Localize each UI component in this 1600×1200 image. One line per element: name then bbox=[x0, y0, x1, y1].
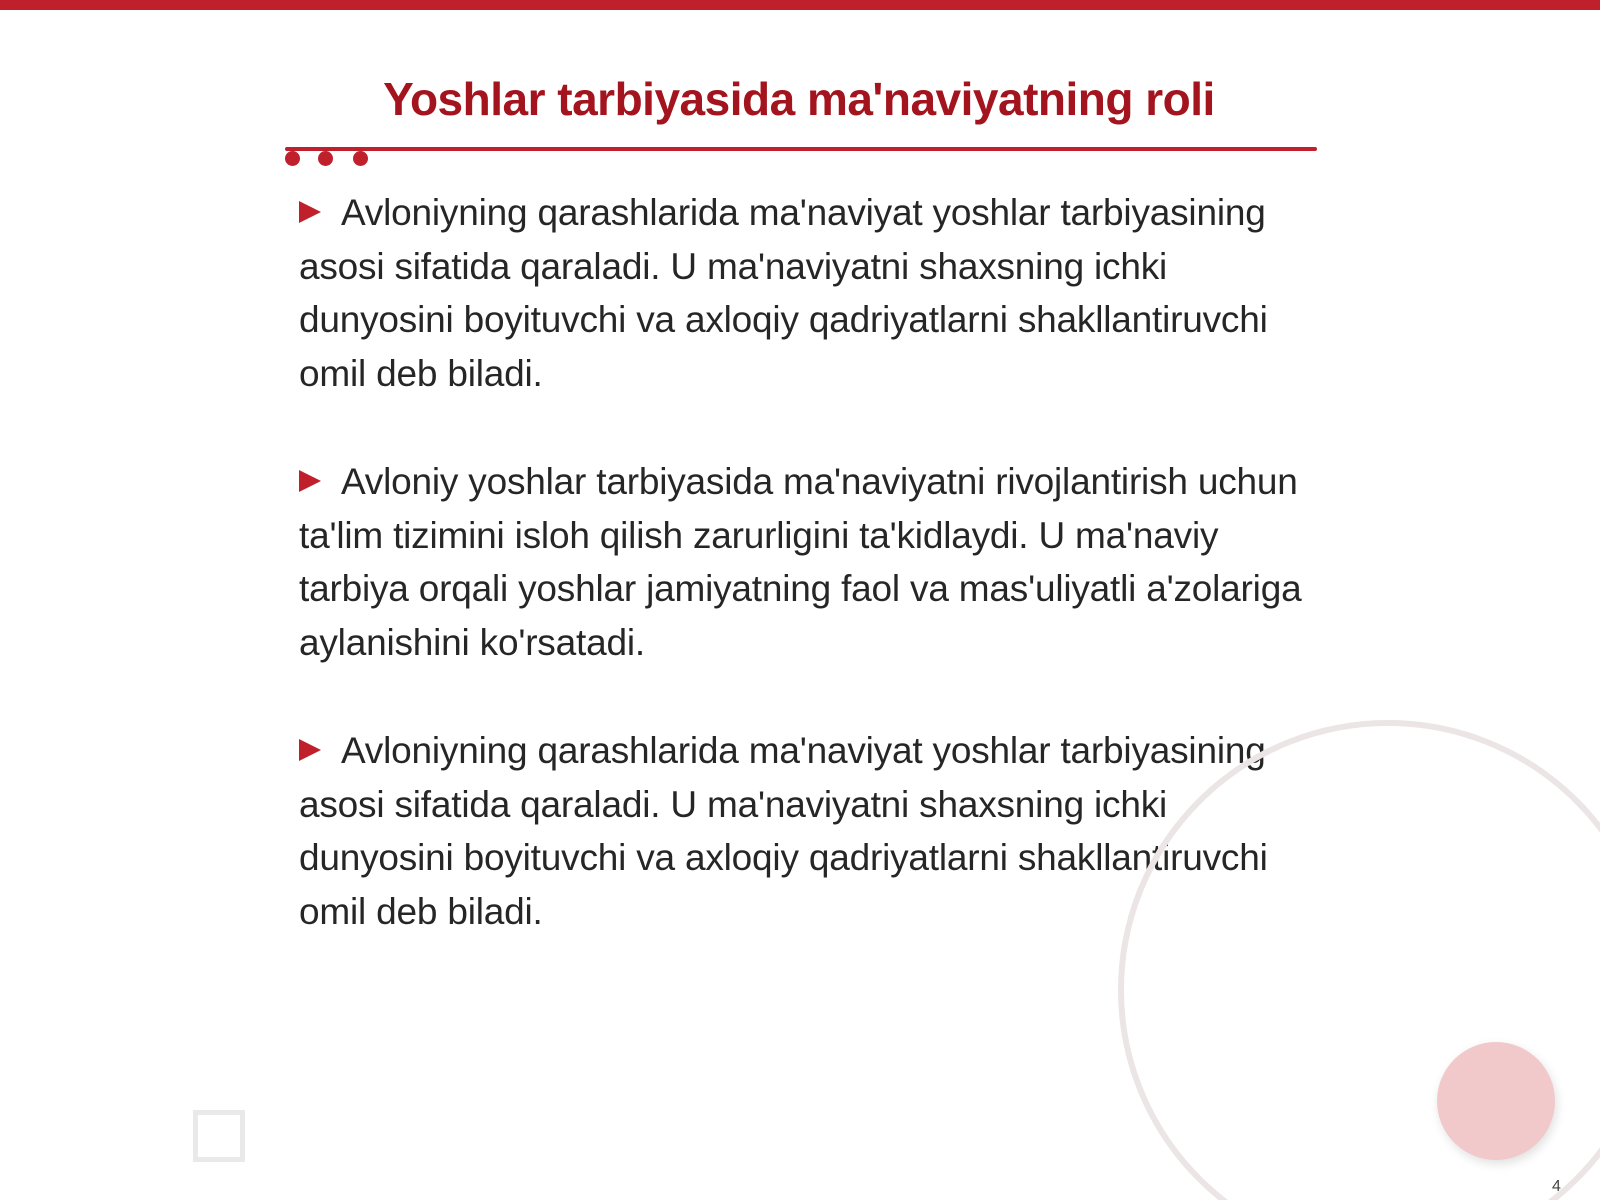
decorative-dot bbox=[353, 151, 368, 166]
bullet-text: Avloniyning qarashlarida ma'naviyat yoshlar tarbiyasining asosi sifatida qaraladi. U ma'naviyatni shaxsning ichki dunyosini boyituvchi va axloqiy qadriyatlarni shakllantiruvchi omil deb biladi. bbox=[299, 730, 1268, 932]
slide-number: 4 bbox=[1552, 1178, 1561, 1195]
top-accent-bar bbox=[0, 0, 1600, 10]
decorative-square bbox=[193, 1110, 245, 1162]
bullet-arrow-icon bbox=[299, 470, 321, 492]
decorative-pink-circle bbox=[1437, 1042, 1555, 1160]
slide-title: Yoshlar tarbiyasida ma'naviyatning roli bbox=[383, 73, 1215, 125]
title-underline bbox=[285, 147, 1317, 151]
bullet-text: Avloniyning qarashlarida ma'naviyat yoshlar tarbiyasining asosi sifatida qaraladi. U ma'naviyatni shaxsning ichki dunyosini boyituvchi va axloqiy qadriyatlarni shakllantiruvchi omil deb biladi. bbox=[299, 192, 1268, 394]
bullet-arrow-icon bbox=[299, 739, 321, 761]
bullet-item bbox=[299, 186, 1309, 400]
bullet-item bbox=[299, 455, 1309, 669]
decorative-dot bbox=[318, 151, 333, 166]
bullet-arrow-icon bbox=[299, 201, 321, 223]
bullet-text: Avloniy yoshlar tarbiyasida ma'naviyatni rivojlantirish uchun ta'lim tizimini isloh qilish zarurligini ta'kidlaydi. U ma'naviy tarbiya orqali yoshlar jamiyatning faol va mas'uliyatli a'zolariga aylanishini ko'rsatadi. bbox=[299, 461, 1302, 663]
decorative-dot bbox=[285, 151, 300, 166]
